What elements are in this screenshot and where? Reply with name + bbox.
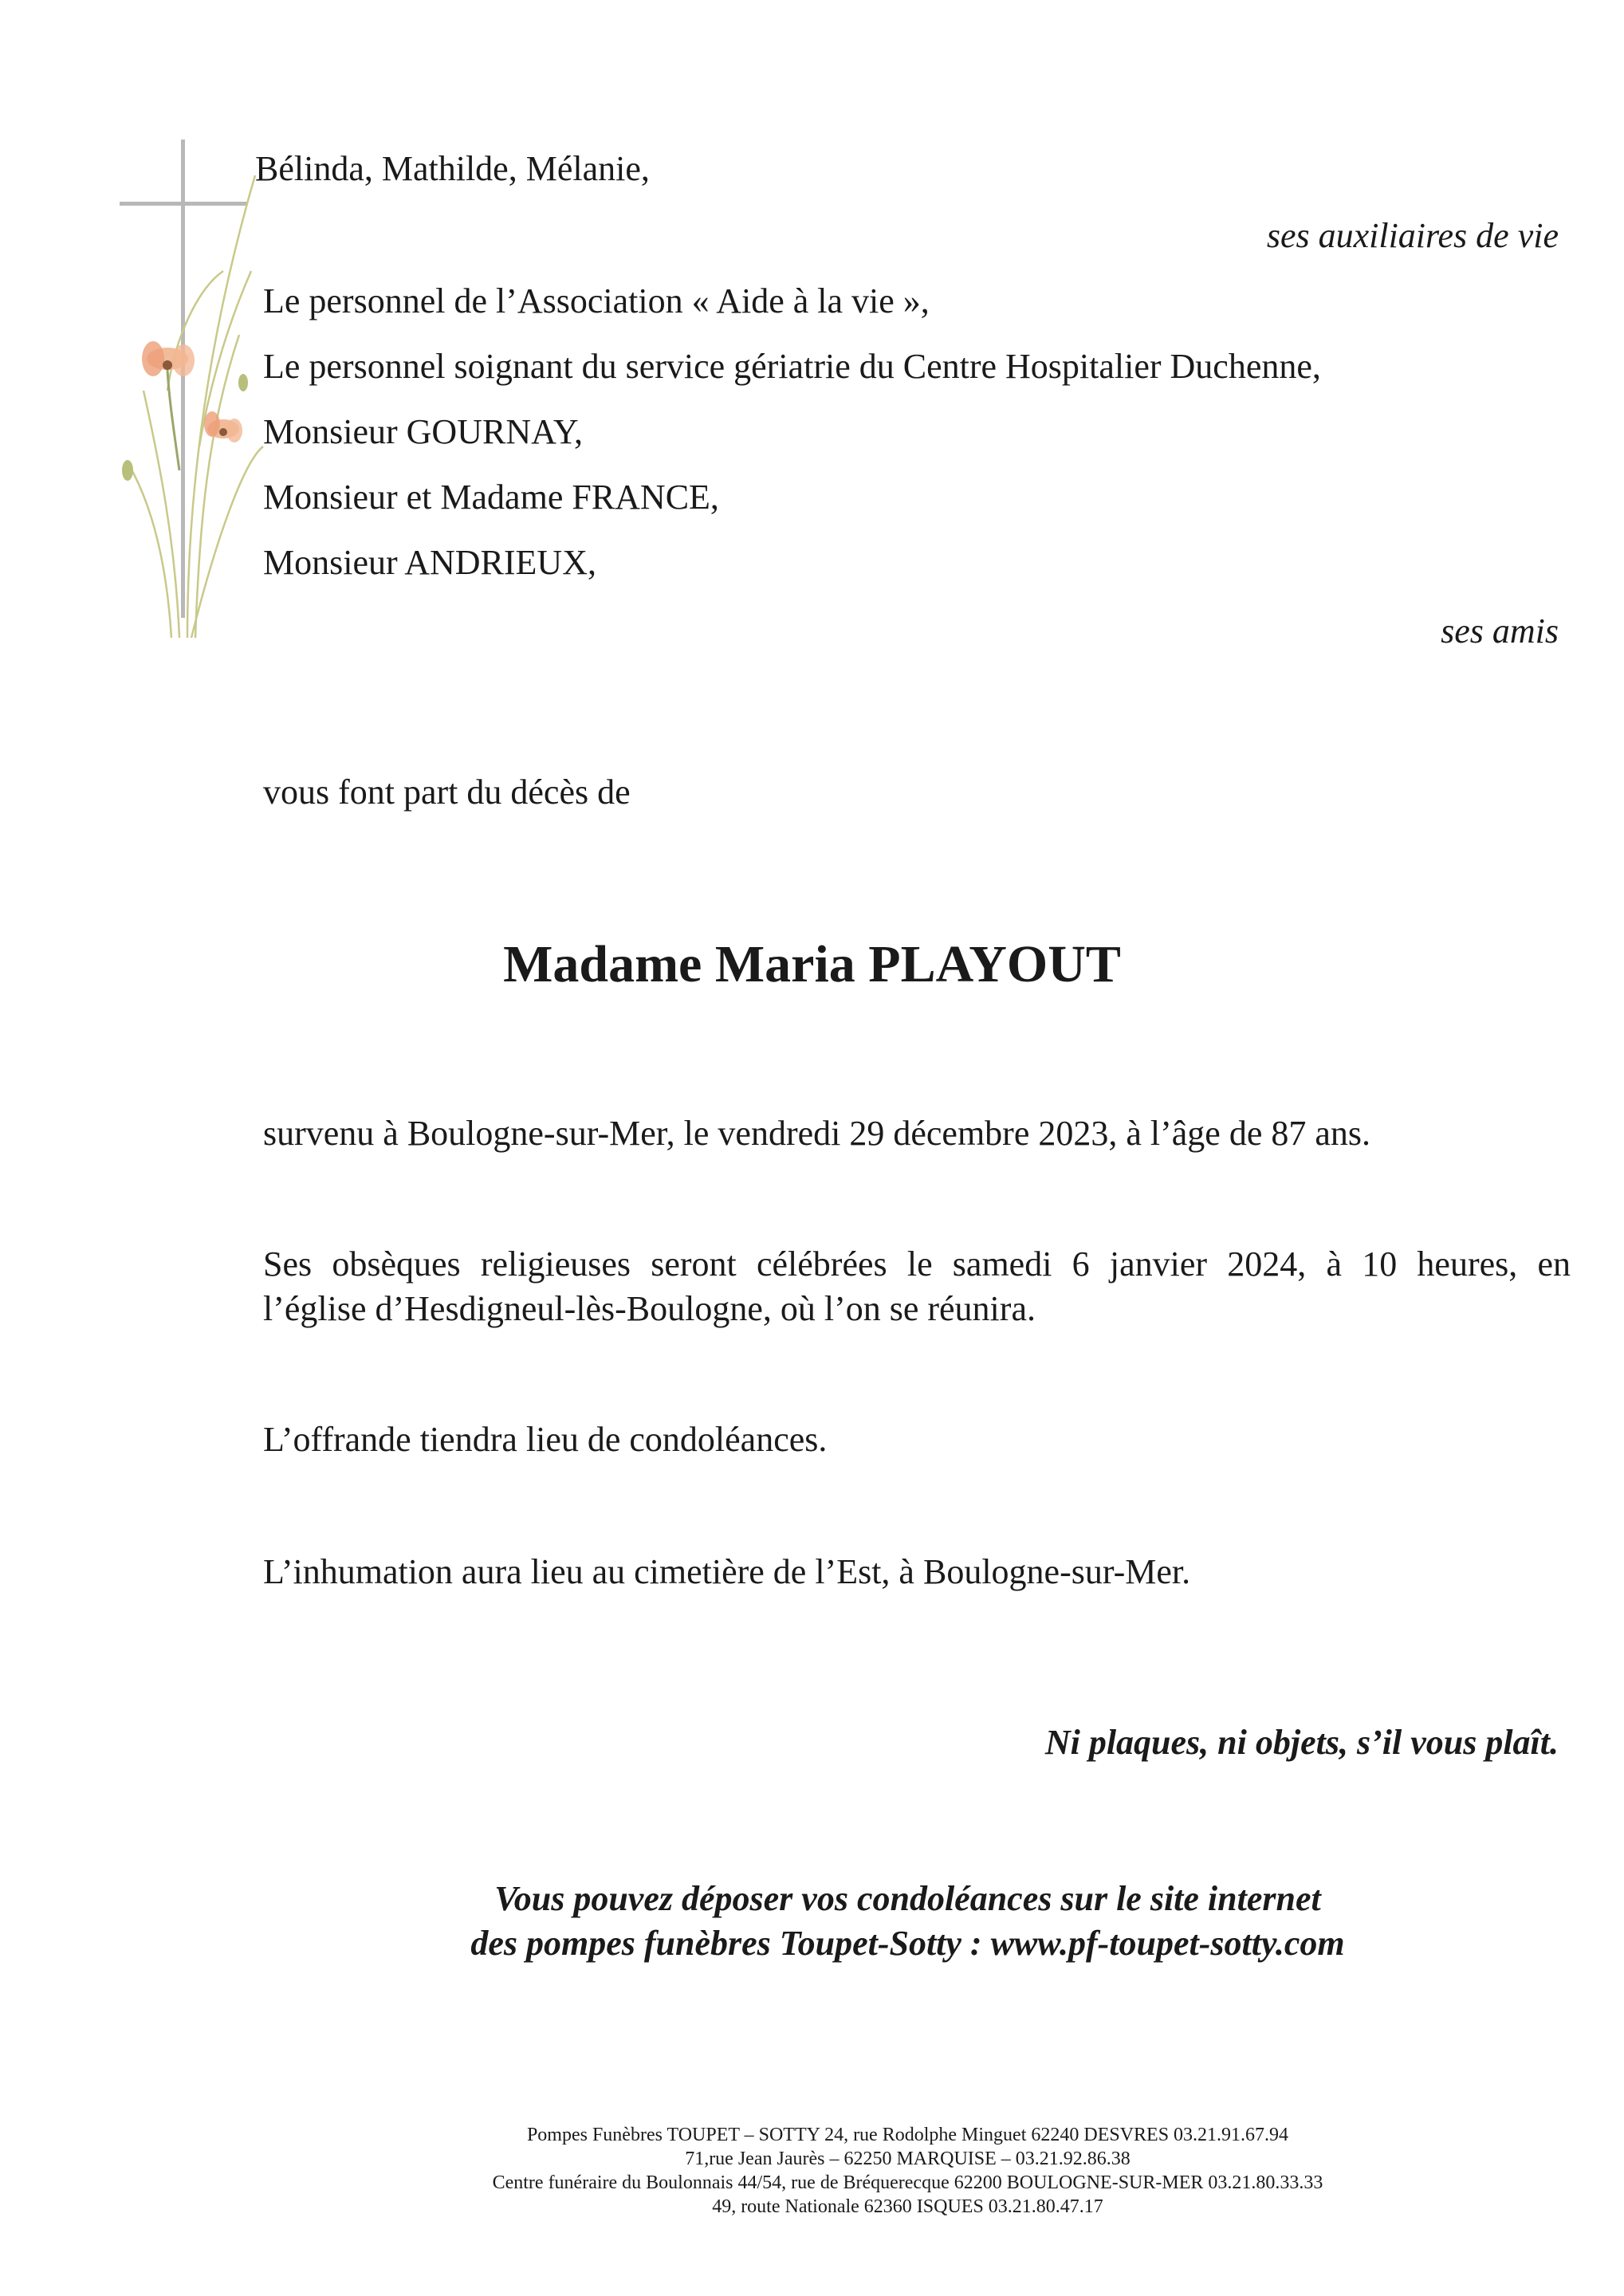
death-info: survenu à Boulogne-sur-Mer, le vendredi 29 décembre 2023, à l’âge de 87 ans.	[263, 1114, 1371, 1153]
sender-line-6: Monsieur ANDRIEUX,	[263, 543, 596, 582]
poppy-flower-icon	[142, 341, 195, 470]
offering-text: L’offrande tiendra lieu de condoléances.	[263, 1420, 828, 1459]
burial-text: L’inhumation aura lieu au cimetière de l’Est, à Boulogne-sur-Mer.	[263, 1552, 1191, 1591]
cross-flowers-illustration	[112, 128, 271, 686]
sender-role-caregivers: ses auxiliaires de vie	[1266, 216, 1559, 255]
sender-line-5: Monsieur et Madame FRANCE,	[263, 478, 719, 517]
cross-icon	[120, 140, 247, 618]
footer-line-4: 49, route Nationale 62360 ISQUES 03.21.80.47.17	[712, 2196, 1103, 2217]
sender-line-3: Le personnel soignant du service gériatrie du Centre Hospitalier Duchenne,	[263, 347, 1321, 386]
grass-stems	[128, 175, 263, 638]
funeral-line-1: Ses obsèques religieuses seront célébrées le samedi 6 janvier 2024, à 10 heures, en	[263, 1244, 1571, 1284]
footer-line-2: 71,rue Jean Jaurès – 62250 MARQUISE – 03.21.92.86.38	[685, 2149, 1131, 2169]
footer-line-3: Centre funéraire du Boulonnais 44/54, rue de Bréquerecque 62200 BOULOGNE-SUR-MER 03.21.80.33.33	[492, 2172, 1323, 2193]
sender-line-1: Bélinda, Mathilde, Mélanie,	[255, 149, 650, 188]
sender-line-4: Monsieur GOURNAY,	[263, 412, 583, 451]
no-flowers-request: Ni plaques, ni objets, s’il vous plaît.	[1044, 1723, 1559, 1762]
sender-role-friends: ses amis	[1441, 611, 1559, 651]
sender-line-2: Le personnel de l’Association « Aide à la vie »,	[263, 281, 930, 320]
funeral-line-2: l’église d’Hesdigneul-lès-Boulogne, où l’on se réunira.	[263, 1289, 1036, 1328]
deceased-name: Madame Maria PLAYOUT	[503, 935, 1121, 993]
footer-line-1: Pompes Funèbres TOUPET – SOTTY 24, rue Rodolphe Minguet 62240 DESVRES 03.21.91.67.94	[526, 2125, 1289, 2145]
poppy-flower-icon	[204, 411, 242, 442]
announcement-text: vous font part du décès de	[263, 773, 631, 812]
condolences-line-1: Vous pouvez déposer vos condoléances sur le site internet	[494, 1879, 1321, 1918]
condolences-line-2: des pompes funèbres Toupet-Sotty : www.pf-toupet-sotty.com	[470, 1924, 1345, 1963]
